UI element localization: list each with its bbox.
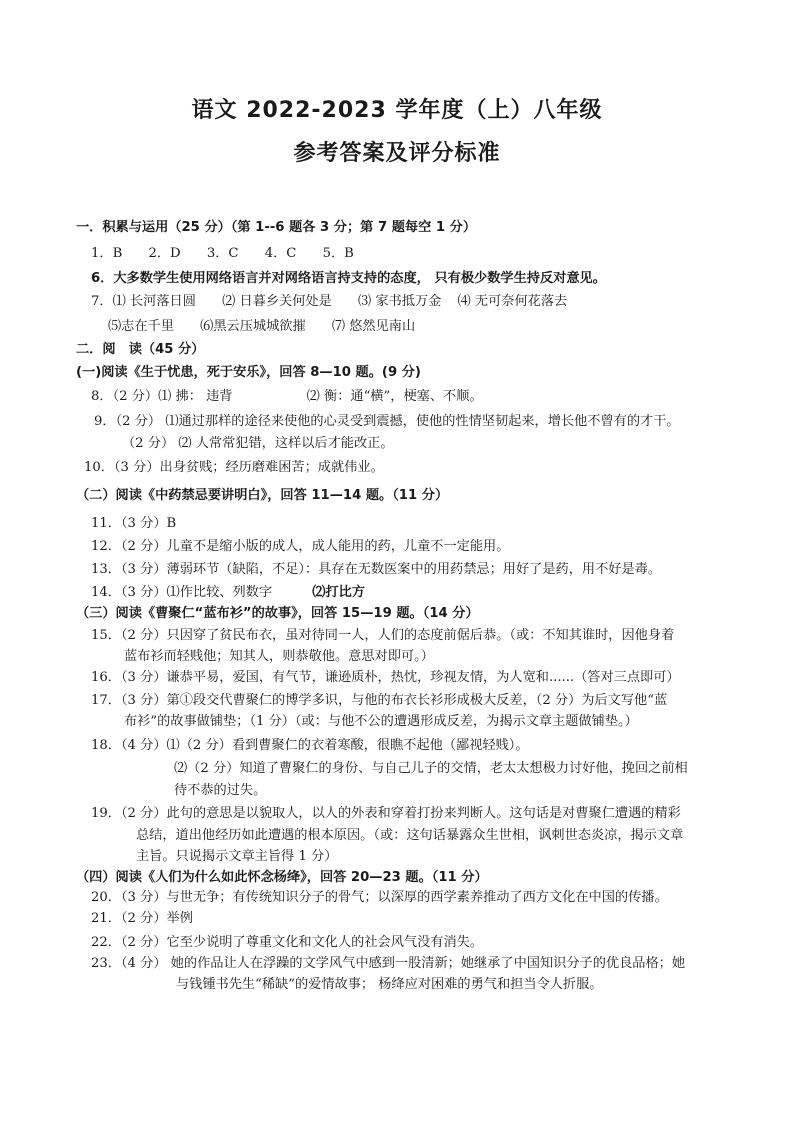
page-title: 语文 2022-2023 学年度（上）八年级 <box>191 98 603 123</box>
q18-answer-line2: ⑵（2 分）知道了曹聚仁的身份、与自己儿子的交情，老太太想极力讨好他，挽回之前相 <box>174 761 688 776</box>
q8-answer <box>91 388 483 406</box>
mc-answer: 5．B <box>322 246 354 261</box>
q9-answer-line2: （2 分） ⑵ 人常常犯错，这样以后才能改正。 <box>122 436 394 451</box>
q7-item: ⑵ 日暮乡关何处是 <box>222 294 332 309</box>
q19-answer-line2: 总结，道出他经历如此遭遇的根本原因。（或：这句话暴露众生世相，讽刺世态炎凉，揭示文章 <box>136 828 684 843</box>
part1-heading: (一)阅读《生于忧患，死于安乐》，回答 8—10 题。(9 分) <box>76 365 421 380</box>
q14-part1: 14．（3 分）⑴作比较、列数字 <box>91 585 273 600</box>
q7-item: ⑸志在千里 <box>108 319 174 334</box>
mc-answer: 2．D <box>148 246 181 261</box>
q18-answer-line3: 待不恭的过失。 <box>174 783 267 798</box>
q22-answer: 22．（2 分）它至少说明了尊重文化和文化人的社会风气没有消失。 <box>91 935 484 950</box>
part4-heading: （四）阅读《人们为什么如此怀念杨绛》，回答 20—23 题。（11 分） <box>76 870 488 885</box>
q15-answer-line2: 蓝布衫而轻贱他；知其人，则恭敬他。意思对即可。） <box>124 649 434 664</box>
section2-heading: 二．阅 读（45 分） <box>76 342 205 357</box>
q16-answer: 16．（3 分）谦恭平易，爱国，有气节，谦逊质朴，热忱，珍视友情，为人宽和......（答对三点即可） <box>91 670 680 685</box>
q6-answer: 6．大多数学生使用网络语言并对网络语言持支持的态度， 只有极少数学生持反对意见。 <box>91 271 606 286</box>
q7-item: ⑺ 悠然见南山 <box>331 319 416 334</box>
q9-answer-line1: 9．（2 分） ⑴通过那样的途径来使他的心灵受到震撼，使他的性情坚韧起来，增长他不曾有的才干。 <box>94 414 680 429</box>
q7-answer-line2 <box>108 318 415 336</box>
q18-answer-line1: 18．（4 分）⑴（2 分）看到曹聚仁的衣着寒酸，很瞧不起他（鄙视轻贱）。 <box>91 738 529 753</box>
q12-answer: 12．（2 分）儿童不是缩小版的成人，成人能用的药，儿童不一定能用。 <box>91 539 510 554</box>
q23-answer-line1: 23．（4 分） 她的作品让人在浮躁的文学风气中感到一股清新；她继承了中国知识分子的优良品格；她 <box>91 956 686 971</box>
page-subtitle: 参考答案及评分标准 <box>293 141 501 166</box>
q19-answer-line1: 19．（2 分）此句的意思是以貌取人，以人的外表和穿着打扮来判断人。这句话是对曹聚仁遭遇的精彩 <box>91 806 681 821</box>
q14-part2: ⑵打比方 <box>312 585 365 600</box>
q7-item: ⑹黑云压城城欲摧 <box>200 319 306 334</box>
q23-answer-line2: 与钱锺书先生“稀缺”的爱情故事； 杨绛应对困难的勇气和担当令人折服。 <box>176 977 603 992</box>
part2-heading: （二）阅读《中药禁忌要讲明白》，回答 11—14 题。（11 分） <box>76 488 449 503</box>
mc-answer: 4．C <box>264 246 297 261</box>
mc-answers <box>91 245 354 263</box>
q19-answer-line3: 主旨。只说揭示文章主旨得 1 分） <box>136 849 338 864</box>
q20-answer: 20．（3 分）与世无争；有传统知识分子的骨气；以深厚的西学素养推动了西方文化在中国的传播。 <box>91 890 668 905</box>
q13-answer: 13．（3 分）薄弱环节（缺陷，不足）：具存在无数医案中的用药禁忌；用好了是药，用不好是毒。 <box>91 562 662 577</box>
q7-answer-line1 <box>91 293 567 311</box>
section1-heading: 一．积累与运用（25 分）（第 1--6 题各 3 分；第 7 题每空 1 分） <box>76 220 477 235</box>
mc-answer: 1．B <box>91 246 123 261</box>
q17-answer-line2: 布衫”的故事做铺垫；（1 分）（或：与他不公的遭遇形成反差，为揭示文章主题做铺垫。） <box>124 714 638 729</box>
part3-heading: （三）阅读《曹聚仁“蓝布衫”的故事》，回答 15—19 题。（14 分） <box>76 606 479 621</box>
q7-item: ⑷ 无可奈何花落去 <box>457 294 568 309</box>
q17-answer-line1: 17．（3 分）第①段交代曹聚仁的博学多识，与他的布衣长衫形成极大反差，（2 分）为后文写他“蓝 <box>91 693 668 708</box>
q8-part2: ⑵ 衡：通“横”，梗塞、不顺。 <box>306 389 483 404</box>
q15-answer-line1: 15．（2 分）只因穿了贫民布衣，虽对待同一人，人们的态度前倨后恭。（或：不知其谁时，因他身着 <box>91 628 675 643</box>
q8-part1: 8．（2 分）⑴ 拂： 违背 <box>91 389 233 404</box>
mc-answer: 3．C <box>206 246 239 261</box>
q21-answer: 21．（2 分）举例 <box>91 911 193 926</box>
q7-item: 7．⑴ 长河落日圆 <box>91 294 196 309</box>
q11-answer: 11．（3 分）B <box>91 516 177 531</box>
q14-answer <box>91 584 365 602</box>
q10-answer: 10．（3 分）出身贫贱；经历磨难困苦；成就伟业。 <box>84 460 384 475</box>
q7-item: ⑶ 家书抵万金 <box>358 294 442 309</box>
